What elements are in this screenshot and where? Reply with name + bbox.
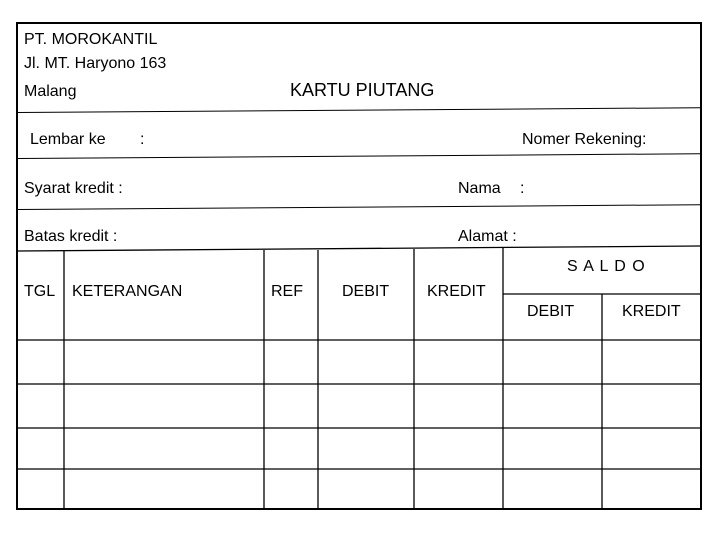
header-keterangan: KETERANGAN	[72, 283, 183, 300]
header-saldo: S A L D O	[567, 258, 646, 275]
alamat-label: Alamat :	[458, 228, 517, 245]
header-ref: REF	[271, 283, 303, 300]
company-address: Jl. MT. Haryono 163	[24, 55, 167, 72]
header-saldo-debit: DEBIT	[527, 303, 575, 320]
nama-colon: :	[520, 180, 525, 197]
table-top-line	[18, 246, 700, 251]
header-kredit: KREDIT	[427, 283, 486, 300]
lembar-colon: :	[140, 131, 145, 148]
company-name: PT. MOROKANTIL	[24, 31, 158, 48]
header-debit: DEBIT	[342, 283, 390, 300]
header-tgl: TGL	[24, 283, 56, 300]
nomer-rekening-label: Nomer Rekening:	[522, 131, 647, 148]
company-city: Malang	[24, 83, 77, 100]
batas-kredit-label: Batas kredit :	[24, 228, 118, 245]
syarat-kredit-label: Syarat kredit :	[24, 180, 123, 197]
lembar-label: Lembar ke	[30, 131, 106, 148]
nama-label: Nama	[458, 180, 501, 197]
card-title: KARTU PIUTANG	[290, 80, 435, 100]
header-saldo-kredit: KREDIT	[622, 303, 681, 320]
